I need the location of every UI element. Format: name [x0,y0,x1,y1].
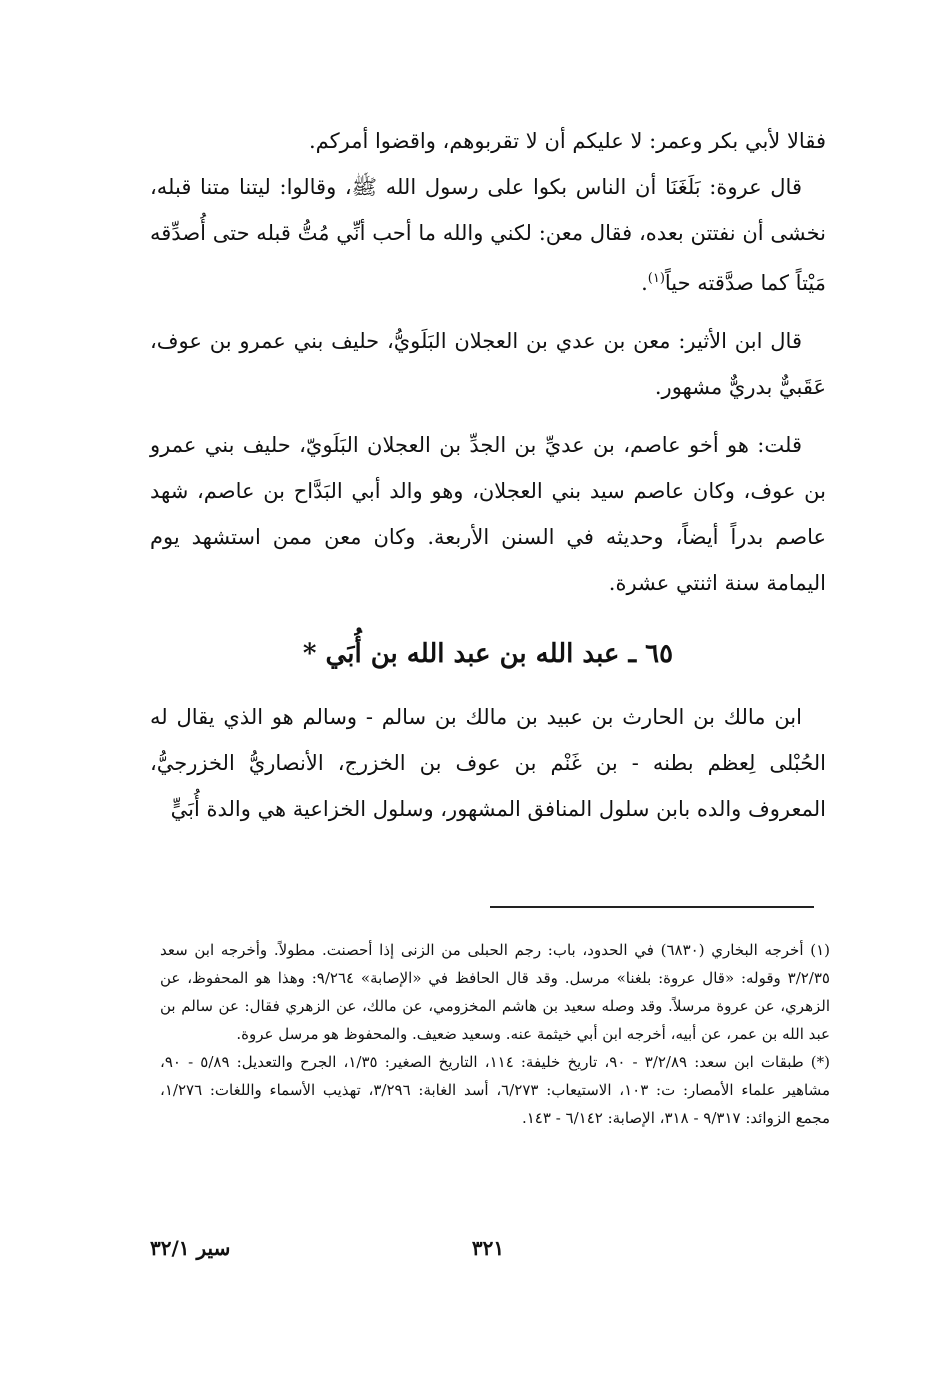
paragraph-4: قلت: هو أخو عاصم، بن عديِّ بن الجدِّ بن العجلان البَلَويّ، حليف بني عمرو بن عوف، وكان عاصم سيد بني العجلان، وهو والد أبي البَدَّاح بن عاصم، شهد عاصم بدراً أيضاً، وحديثه في السنن الأربعة. وكان معن ممن استشهد يوم اليمامة سنة اثنتي عشرة. [150,433,826,595]
paragraph-2-end: . [641,271,648,295]
footnote-2: (*) طبقات ابن سعد: ٣/٢/٨٩ - ٩٠، تاريخ خليفة: ١١٤، التاريخ الصغير: ١/٣٥، الجرح والتعديل: ٥/٨٩ - ٩٠، مشاهير علماء الأمصار: ت: ١٠٣، الاستيعاب: ٦/٢٧٣، أسد الغابة: ٣/٢٩٦، تهذيب الأسماء واللغات: ١/٢٧٦، مجمع الزوائد: ٩/٣١٧ - ٣١٨، الإصابة: ٦/١٤٢ - ١٤٣. [160,1053,831,1127]
paragraph-2-text: قال عروة: بَلَغَنَا أن الناس بكوا على رسول الله ﷺ، وقالوا: ليتنا متنا قبله، نخشى أن نفتتن بعده، فقال معن: لكني والله ما أحب أنِّي مُتُّ قبله حتى أُصدِّقه مَيْتاً كما صدَّقته حياً [150,175,826,295]
footnotes [160,936,830,1132]
page-number: ٣٢١ [471,1236,505,1260]
section-heading: ٦٥ ـ عبد الله بن عبد الله بن أُبَي * [302,639,674,669]
paragraph-1: فقالا لأبي بكر وعمر: لا عليكم أن لا تقربوهم، واقضوا أمركم. [308,129,826,153]
main-text [150,118,826,832]
paragraph-3: قال ابن الأثير: معن بن عدي بن العجلان البَلَويُّ، حليف بني عمرو بن عوف، عَقَبيٌّ بدريٌّ مشهور. [150,329,826,399]
footnote-ref-1: (١) [647,271,665,286]
paragraph-5: ابن مالك بن الحارث بن عبيد بن مالك بن سالم - وسالم هو الذي يقال له الحُبْلى لِعظم بطنه - بن غَنْم بن عوف بن الخزرج، الأنصاريُّ الخزرجيُّ، المعروف والده بابن سلول المنافق المشهور، وسلول الخزاعية هي والدة أُبَيٍّ [150,705,826,821]
footnote-separator [490,906,814,908]
footnote-1: (١) أخرجه البخاري (٦٨٣٠) في الحدود، باب: رجم الحبلى من الزنى إذا أحصنت. مطولاً. وأخرجه ابن سعد ٣/٢/٣٥ وقوله: «قال عروة: بلغنا» مرسل. وقد قال الحافظ في «الإصابة» ٩/٢٦٤: وهذا هو المحفوظ، عن الزهري، عن عروة مرسلاً. وقد وصله سعيد بن هاشم المخزومي، عن مالك، عن الزهري فقال: عن سالم بن عبد الله بن عمر، عن أبيه، أخرجه ابن أبي خيثمة عنه. وسعيد ضعيف. والمحفوظ هو مرسل عروة. [160,941,830,1043]
signature-mark: سير ٣٢/١ [150,1236,231,1260]
paragraph-2 [150,164,826,306]
page-footer [150,1236,826,1276]
